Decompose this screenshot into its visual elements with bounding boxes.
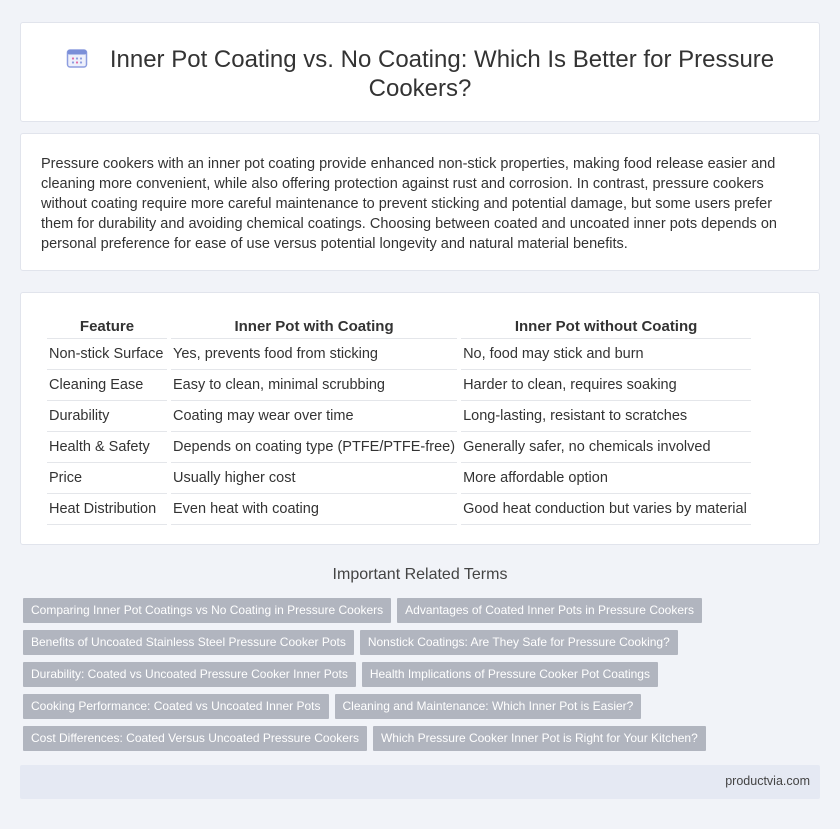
without-coating-cell: No, food may stick and burn [461,339,751,370]
related-term-link[interactable]: Benefits of Uncoated Stainless Steel Pressure Cooker Pots [23,630,354,655]
tag-row [23,598,823,630]
tag-row [23,630,823,662]
feature-cell: Health & Safety [47,432,167,463]
page-title [61,45,779,103]
with-coating-cell: Coating may wear over time [171,401,457,432]
table-row [47,370,751,401]
with-coating-cell: Usually higher cost [171,463,457,494]
tag-row [23,662,823,694]
feature-cell: Durability [47,401,167,432]
feature-cell: Heat Distribution [47,494,167,525]
without-coating-cell: Long-lasting, resistant to scratches [461,401,751,432]
table-row [47,463,751,494]
related-term-link[interactable]: Cooking Performance: Coated vs Uncoated Inner Pots [23,694,329,719]
comparison-table-card [20,292,820,545]
table-row [47,432,751,463]
without-coating-cell: More affordable option [461,463,751,494]
with-coating-cell: Easy to clean, minimal scrubbing [171,370,457,401]
header-card [20,22,820,122]
feature-cell: Price [47,463,167,494]
related-terms-list [23,598,823,758]
related-term-link[interactable]: Advantages of Coated Inner Pots in Pressure Cookers [397,598,702,623]
intro-paragraph: Pressure cookers with an inner pot coating provide enhanced non-stick properties, making food release easier and cleaning more convenient, while also offering protection against rust and corrosion. In contrast, pressure cookers without coating require more careful maintenance to prevent sticking and potential damage, but some users prefer them for durability and avoiding chemical coatings. Choosing between coated and uncoated inner pots depends on personal preference for ease of use versus potential longevity and natural material benefits. [41,156,777,252]
table-row [47,494,751,525]
related-term-link[interactable]: Cost Differences: Coated Versus Uncoated Pressure Cookers [23,726,367,751]
without-coating-cell: Generally safer, no chemicals involved [461,432,751,463]
related-term-link[interactable]: Cleaning and Maintenance: Which Inner Pot is Easier? [335,694,642,719]
related-terms-heading: Important Related Terms [332,566,508,583]
with-coating-cell: Yes, prevents food from sticking [171,339,457,370]
table-header-row [47,315,751,339]
related-term-link[interactable]: Nonstick Coatings: Are They Safe for Pressure Cooking? [360,630,678,655]
related-term-link[interactable]: Health Implications of Pressure Cooker Pot Coatings [362,662,658,687]
column-header-without-coating: Inner Pot without Coating [461,315,751,339]
page-title-text: Inner Pot Coating vs. No Coating: Which Is Better for Pressure Cookers? [109,46,775,102]
header [21,45,819,103]
feature-cell: Non-stick Surface [47,339,167,370]
with-coating-cell: Even heat with coating [171,494,457,525]
table-row [47,401,751,432]
footer [20,765,820,799]
tag-row [23,694,823,726]
without-coating-cell: Harder to clean, requires soaking [461,370,751,401]
feature-cell: Cleaning Ease [47,370,167,401]
column-header-with-coating: Inner Pot with Coating [171,315,457,339]
table-row [47,339,751,370]
comparison-table [43,315,755,525]
related-term-link[interactable]: Durability: Coated vs Uncoated Pressure Cooker Inner Pots [23,662,356,687]
tag-row [23,726,823,758]
without-coating-cell: Good heat conduction but varies by material [461,494,751,525]
intro-card [20,133,820,271]
site-link[interactable]: productvia.com [725,774,810,788]
related-term-link[interactable]: Comparing Inner Pot Coatings vs No Coating in Pressure Cookers [23,598,391,623]
calendar-icon [66,47,88,69]
with-coating-cell: Depends on coating type (PTFE/PTFE-free) [171,432,457,463]
column-header-feature: Feature [47,315,167,339]
related-term-link[interactable]: Which Pressure Cooker Inner Pot is Right for Your Kitchen? [373,726,706,751]
